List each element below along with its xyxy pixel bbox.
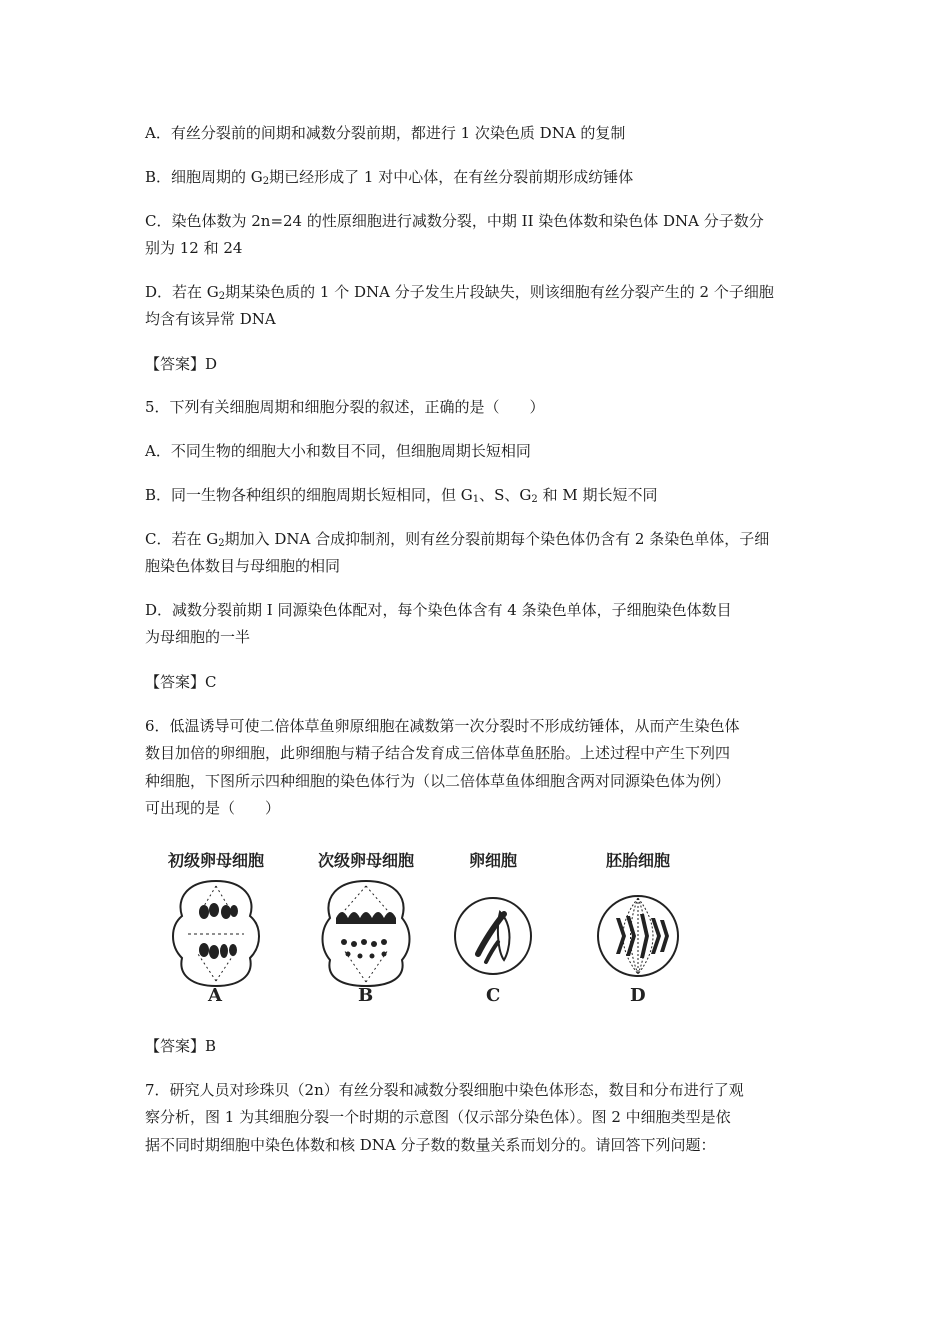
q4-option-b [145, 167, 825, 187]
cell-division-figure [148, 846, 708, 1006]
q5-option-d-line2 [145, 627, 825, 647]
q4-option-b-text: B．细胞周期的 G [145, 168, 263, 186]
q5-option-b-text-2: 、S、G [479, 486, 532, 504]
q5-stem [145, 397, 825, 417]
subscript: 2 [218, 538, 225, 549]
q4-answer [145, 354, 825, 374]
q6-answer [145, 1036, 825, 1056]
q5-option-b-text-3: 和 M 期长短不同 [537, 486, 658, 504]
q6-stem-line1 [145, 716, 825, 736]
q4-option-c-line2 [145, 238, 825, 258]
subscript: 2 [531, 494, 538, 505]
figure-title-d: 胚胎细胞 [605, 851, 671, 870]
q4-option-a-text: A．有丝分裂前的间期和减数分裂前期，都进行 1 次染色质 DNA 的复制 [145, 124, 626, 142]
q6-stem-text-2: 数目加倍的卵细胞，此卵细胞与精子结合发育成三倍体草鱼胚胎。上述过程中产生下列四 [145, 744, 731, 762]
cell-b-drawing [323, 881, 410, 986]
figure-title-a: 初级卵母细胞 [167, 851, 265, 870]
figure-letter-b: B [358, 985, 374, 1006]
q6-stem-text-1: 6．低温诱导可使二倍体草鱼卵原细胞在减数第一次分裂时不形成纺锤体，从而产生染色体 [145, 717, 740, 735]
q5-option-c-line1 [145, 529, 825, 549]
q5-option-c-text-2: 期加入 DNA 合成抑制剂，则有丝分裂前期每个染色体仍含有 2 条染色单体，子细 [224, 530, 770, 548]
q7-stem-text-3: 据不同时期细胞中染色体数和核 DNA 分子数的数量关系而划分的。请回答下列问题： [145, 1136, 716, 1154]
q7-stem-text-1: 7．研究人员对珍珠贝（2n）有丝分裂和减数分裂细胞中染色体形态，数目和分布进行了观 [145, 1081, 744, 1099]
q5-stem-text: 5．下列有关细胞周期和细胞分裂的叙述，正确的是（ ） [145, 398, 545, 416]
cell-c-drawing [455, 898, 531, 974]
figure-title-c: 卵细胞 [468, 851, 518, 870]
q7-stem-line2 [145, 1107, 825, 1127]
figure-letter-a: A [208, 985, 222, 1006]
q7-stem-line3 [145, 1135, 825, 1155]
q4-option-c-text: C．染色体数为 2n=24 的性原细胞进行减数分裂，中期 II 染色体数和染色体 DNA 分子数分 [145, 212, 764, 230]
cell-d-drawing [598, 896, 678, 976]
q6-stem-text-4: 可出现的是（ ） [145, 799, 281, 817]
q7-stem-line1 [145, 1080, 825, 1100]
q4-option-d-text-3: 均含有该异常 DNA [145, 310, 276, 328]
q5-option-c-text-3: 胞染色体数目与母细胞的相同 [145, 557, 341, 575]
q6-stem-text-3: 种细胞，下图所示四种细胞的染色体行为（以二倍体草鱼体细胞含两对同源染色体为例） [145, 772, 731, 790]
q4-option-d-text: D．若在 G [145, 283, 219, 301]
q4-option-c-line1 [145, 211, 825, 231]
q6-answer-text: 【答案】B [145, 1037, 217, 1055]
subscript: 1 [472, 494, 480, 505]
cell-a-drawing [173, 881, 259, 986]
q6-stem-line4 [145, 798, 825, 818]
q5-option-d-text: D．减数分裂前期 Ⅰ 同源染色体配对，每个染色体含有 4 条染色单体，子细胞染色体数目 [145, 601, 732, 619]
q4-option-c-text-2: 别为 12 和 24 [145, 239, 243, 257]
figure-letter-c: C [486, 985, 501, 1006]
q5-option-a [145, 441, 825, 461]
q5-answer-text: 【答案】C [145, 673, 217, 691]
q5-option-c-line2 [145, 556, 825, 576]
q5-option-d-text-2: 为母细胞的一半 [145, 628, 251, 646]
q5-option-d-line1 [145, 600, 825, 620]
q6-stem-line2 [145, 743, 825, 763]
q4-option-b-text-2: 期已经形成了 1 对中心体，在有丝分裂前期形成纺锤体 [269, 168, 634, 186]
q4-option-a [145, 123, 825, 143]
figure-title-b: 次级卵母细胞 [317, 851, 415, 870]
q4-option-d-text-2: 期某染色质的 1 个 DNA 分子发生片段缺失，则该细胞有丝分裂产生的 2 个子细胞 [225, 283, 774, 301]
q5-option-b [145, 485, 825, 505]
q4-answer-text: 【答案】D [145, 355, 218, 373]
figure-letter-d: D [630, 985, 646, 1006]
q5-option-c-text: C．若在 G [145, 530, 219, 548]
q7-stem-text-2: 察分析，图 1 为其细胞分裂一个时期的示意图（仅示部分染色体）。图 2 中细胞类型是依 [145, 1108, 731, 1126]
subscript: 2 [262, 176, 270, 187]
q5-option-a-text: A．不同生物的细胞大小和数目不同，但细胞周期长短相同 [145, 442, 531, 460]
q4-option-d-line1 [145, 282, 825, 302]
q5-option-b-text: B．同一生物各种组织的细胞周期长短相同，但 G [145, 486, 473, 504]
q6-stem-line3 [145, 771, 825, 791]
q5-answer [145, 672, 825, 692]
subscript: 2 [218, 291, 226, 302]
q4-option-d-line2 [145, 309, 825, 329]
